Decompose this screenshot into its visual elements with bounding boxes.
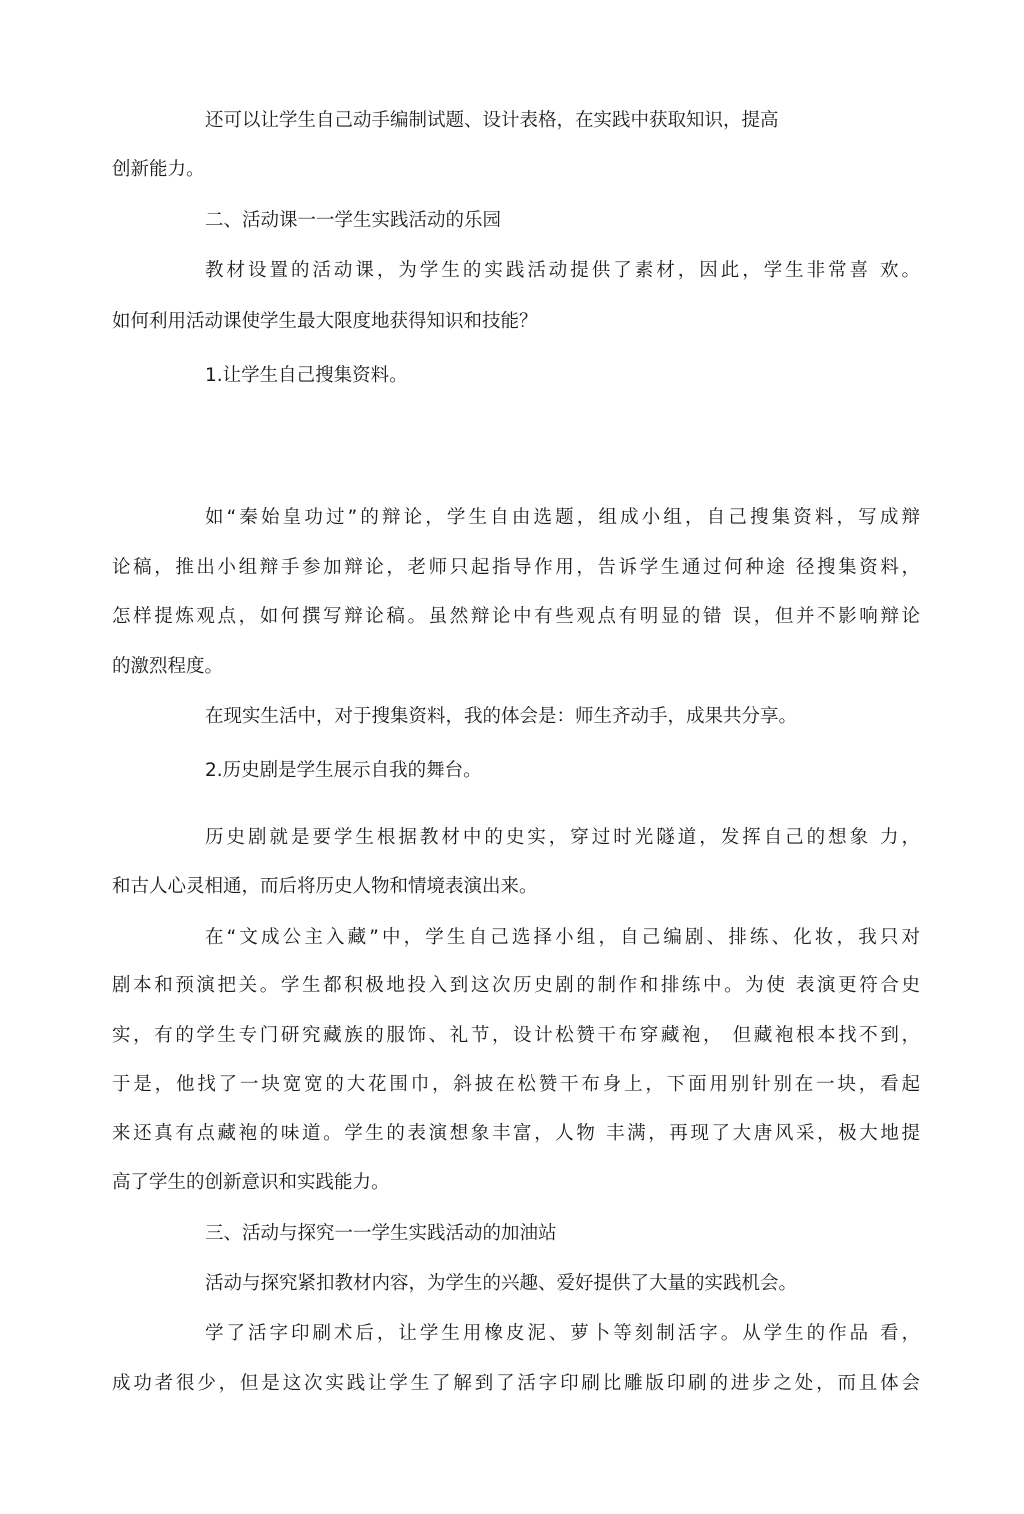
- section-heading-3: 三、活动与探究一一学生实践活动的加油站: [205, 1223, 557, 1244]
- p7-line1: 活动与探究紧扣教材内容，为学生的兴趣、爱好提供了大量的实践机会。: [205, 1273, 798, 1294]
- subheading-1: 1.让学生自己搜集资料。: [205, 365, 408, 386]
- p3-line4: 的激烈程度。: [112, 656, 224, 677]
- p6-line3: 实，有的学生专门研究藏族的服饰、礼节，设计松赞干布穿藏袍， 但藏袍根本找不到，: [112, 1025, 920, 1046]
- p5-line1: 历史剧就是要学生根据教材中的史实，穿过时光隧道，发挥自己的想象 力，: [205, 827, 920, 848]
- subheading-2: 2.历史剧是学生展示自我的舞台。: [205, 760, 482, 781]
- p3-line1: 如“秦始皇功过”的辩论，学生自由选题，组成小组，自己搜集资料，写成辩: [205, 507, 920, 528]
- p2-line2: 如何利用活动课使学生最大限度地获得知识和技能？: [112, 311, 538, 332]
- p3-line3: 怎样提炼观点，如何撰写辩论稿。虽然辩论中有些观点有明显的错 误，但并不影响辩论: [112, 606, 920, 627]
- p1-line1: 还可以让学生自己动手编制试题、设计表格，在实践中获取知识，提高: [205, 110, 779, 131]
- p4-line1: 在现实生活中，对于搜集资料，我的体会是：师生齐动手，成果共分享。: [205, 706, 798, 727]
- p1-line2: 创新能力。: [112, 159, 205, 180]
- p6-line2: 剧本和预演把关。学生都积极地投入到这次历史剧的制作和排练中。为使 表演更符合史: [112, 975, 920, 996]
- p6-line6: 高了学生的创新意识和实践能力。: [112, 1172, 390, 1193]
- p6-line4: 于是，他找了一块宽宽的大花围巾，斜披在松赞干布身上，下面用别针别在一块，看起: [112, 1074, 920, 1095]
- p6-line1: 在“文成公主入藏”中，学生自己选择小组，自己编剧、排练、化妆，我只对: [205, 927, 920, 948]
- p2-line1: 教材设置的活动课，为学生的实践活动提供了素材，因此，学生非常喜 欢。: [205, 260, 920, 281]
- p5-line2: 和古人心灵相通，而后将历史人物和情境表演出来。: [112, 876, 538, 897]
- p3-line2: 论稿，推出小组辩手参加辩论，老师只起指导作用，告诉学生通过何种途 径搜集资料，: [112, 557, 920, 578]
- p8-line2: 成功者很少，但是这次实践让学生了解到了活字印刷比雕版印刷的进步之处，而且体会: [112, 1373, 920, 1394]
- section-heading-2: 二、活动课一一学生实践活动的乐园: [205, 210, 502, 231]
- p6-line5: 来还真有点藏袍的味道。学生的表演想象丰富，人物 丰满，再现了大唐风采，极大地提: [112, 1123, 920, 1144]
- p8-line1: 学了活字印刷术后，让学生用橡皮泥、萝卜等刻制活字。从学生的作品 看，: [205, 1323, 920, 1344]
